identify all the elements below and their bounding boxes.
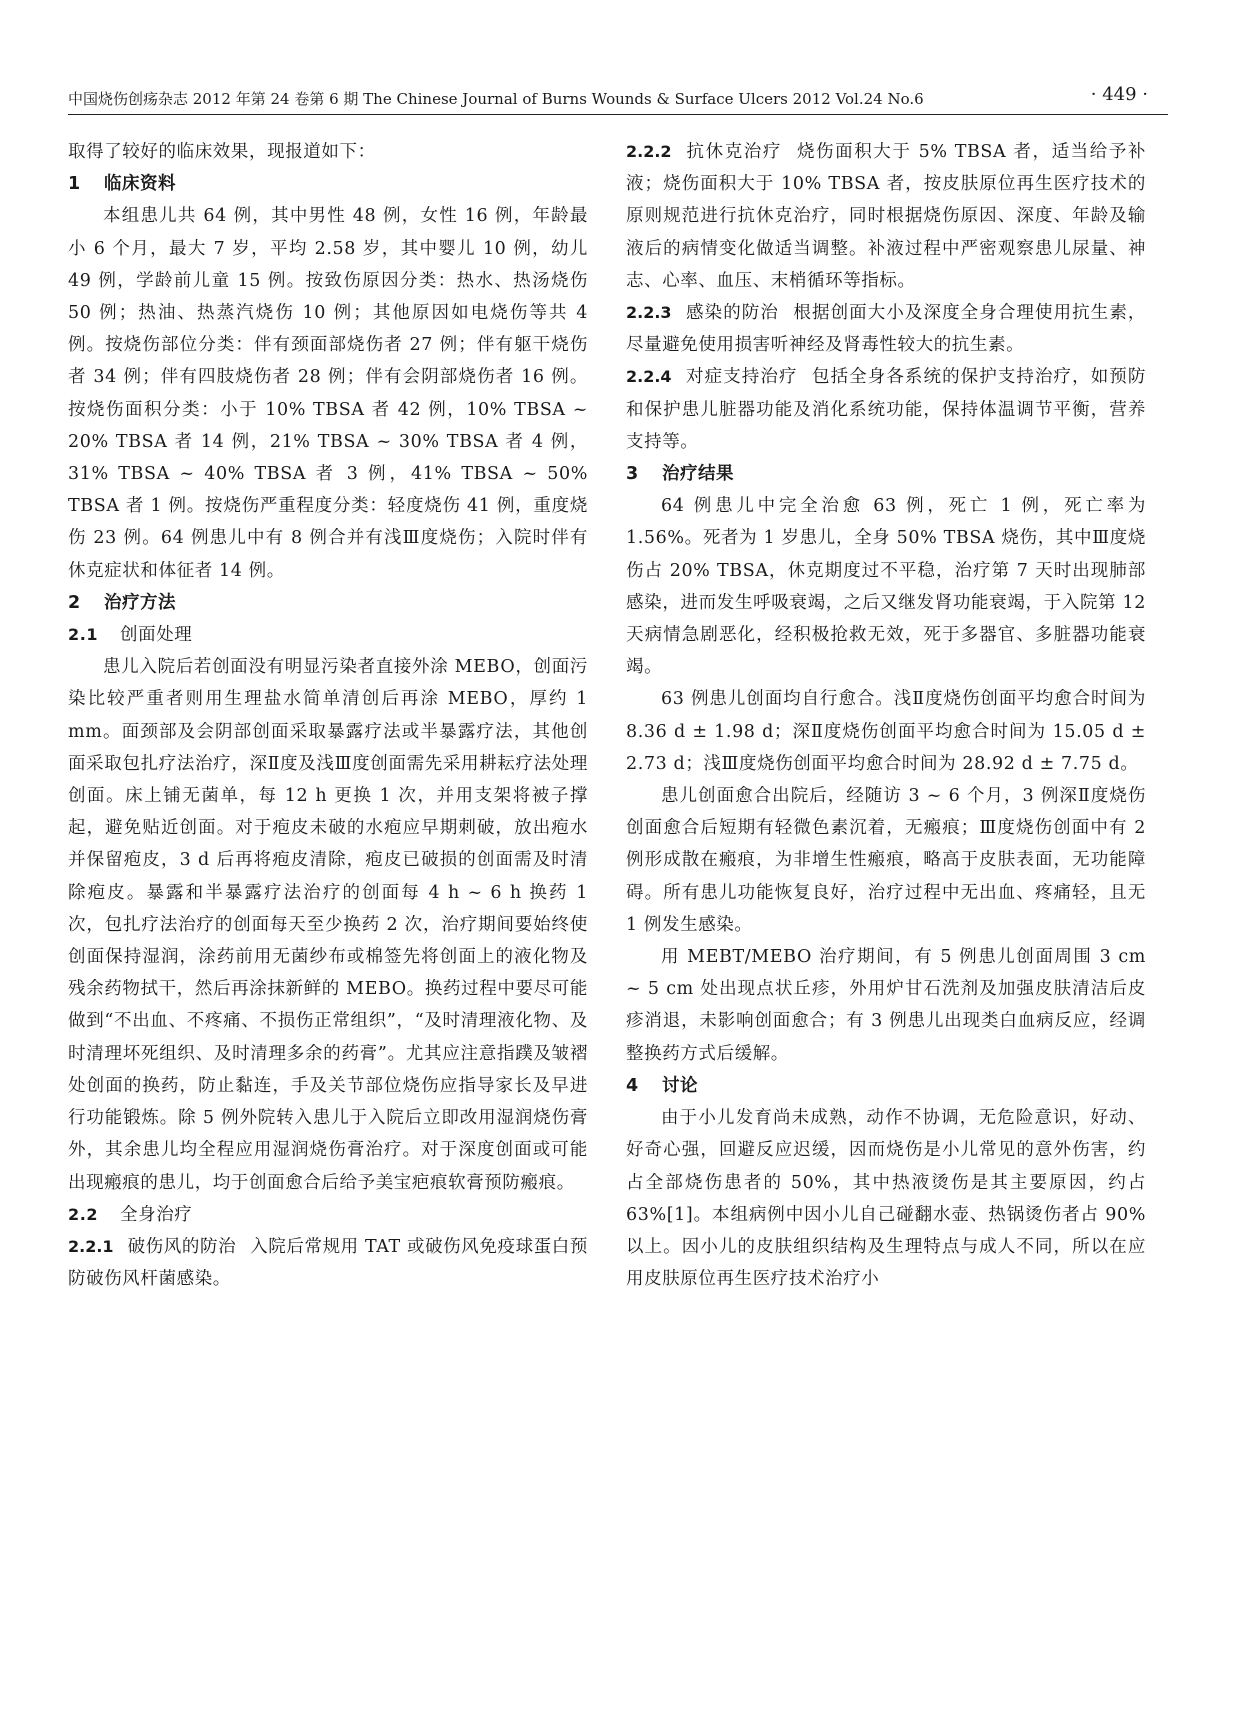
subsection-number: 2.2: [68, 1204, 99, 1224]
section-1-heading: [68, 168, 588, 200]
subsection-2-2-2: [626, 136, 1146, 297]
section-3-paragraph-1: 64 例患儿中完全治愈 63 例，死亡 1 例，死亡率为 1.56%。死者为 1 岁患儿，全身 50% TBSA 烧伤，其中Ⅲ度烧伤占 20% TBSA，休克期度过不平稳，治疗第 7 天时出现肺部感染，进而发生呼吸衰竭，之后又继发肾功能衰竭，于入院第 12 天病情急剧恶化，经积极抢救无效，死于多器官、多脏器功能衰竭。: [626, 496, 1146, 678]
section-3-heading: [626, 458, 1146, 490]
subsection-title: 抗休克治疗: [685, 142, 782, 162]
subsection-title: 破伤风的防治: [127, 1236, 237, 1257]
right-column: [626, 136, 1146, 1295]
subsection-number: 2.1: [68, 625, 99, 645]
subsection-2-1-paragraph: 患儿入院后若创面没有明显污染者直接外涂 MEBO，创面污染比较严重者则用生理盐水简单清创后再涂 MEBO，厚约 1 mm。面颈部及会阴部创面采取暴露疗法或半暴露疗法，其他创面采取包扎疗法治疗，深Ⅱ度及浅Ⅲ度创面需先采用耕耘疗法处理创面。床上铺无菌单，每 12 h 更换 1 次，并用支架将被子撑起，避免贴近创面。对于疱皮未破的水疱应早期刺破，放出疱水并保留疱皮，3 d 后再将疱皮清除，疱皮已破损的创面需及时清除疱皮。暴露和半暴露疗法治疗的创面每 4 h ~ 6 h 换药 1 次，包扎疗法治疗的创面每天至少换药 2 次，治疗期间要始终使创面保持湿润，涂药前用无菌纱布或棉签先将创面上的液化物及残余药物拭干，然后再涂抹新鲜的 MEBO。换药过程中要尽可能做到“不出血、不疼痛、不损伤正常组织”，“及时清理液化物、及时清理坏死组织、及时清理多余的药膏”。尤其应注意指蹼及皱褶处创面的换药，防止黏连，手及关节部位烧伤应指导家长及早进行功能锻炼。除 5 例外院转入患儿于入院后立即改用湿润烧伤膏外，其余患儿均全程应用湿润烧伤膏治疗。对于深度创面或可能出现瘢痕的患儿，均于创面愈合后给予美宝疤痕软膏预防瘢痕。: [68, 657, 588, 1193]
subsection-number: 2.2.1: [68, 1236, 114, 1256]
section-4-paragraph: 由于小儿发育尚未成熟，动作不协调，无危险意识，好动、好奇心强，回避反应迟缓，因而烧伤是小儿常见的意外伤害，约占全部烧伤患者的 50%，其中热液烫伤是其主要原因，约占 63%[1]。本组病例中因小儿自己碰翻水壶、热锅烫伤者占 90% 以上。因小儿的皮肤组织结构及生理特点与成人不同，所以在应用皮肤原位再生医疗技术治疗小: [626, 1108, 1146, 1290]
subsection-title: 全身治疗: [120, 1204, 193, 1225]
section-number: 3: [626, 464, 639, 485]
section-title: 讨论: [662, 1075, 698, 1096]
section-3-paragraph-2: 63 例患儿创面均自行愈合。浅Ⅱ度烧伤创面平均愈合时间为 8.36 d ± 1.98 d；深Ⅱ度烧伤创面平均愈合时间为 15.05 d ± 2.73 d；浅Ⅲ度烧伤创面平均愈合时间为 28.92 d ± 7.75 d。: [626, 689, 1146, 774]
left-column: [68, 136, 588, 1295]
running-header: [68, 84, 1168, 115]
subsection-2-1-heading: [68, 619, 588, 651]
section-3-paragraph-4: 用 MEBT/MEBO 治疗期间，有 5 例患儿创面周围 3 cm ~ 5 cm 处出现点状丘疹，外用炉甘石洗剂及加强皮肤清洁后皮疹消退，未影响创面愈合；有 3 例患儿出现类白血病反应，经调整换药方式后缓解。: [626, 947, 1146, 1064]
section-title: 治疗结果: [662, 464, 734, 485]
subsection-title: 对症支持治疗: [685, 367, 798, 388]
subsection-2-2-heading: [68, 1199, 588, 1231]
subsection-2-2-4: [626, 361, 1146, 458]
section-2-heading: [68, 587, 588, 619]
section-number: 4: [626, 1075, 639, 1096]
intro-text: 取得了较好的临床效果，现报道如下：: [68, 142, 376, 162]
subsection-text: 烧伤面积大于 5% TBSA 者，适当给予补液；烧伤面积大于 10% TBSA 者，按皮肤原位再生医疗技术的原则规范进行抗休克治疗，同时根据烧伤原因、深度、年龄及输液后的病情变化做适当调整。补液过程中严密观察患儿尿量、神志、心率、血压、末梢循环等指标。: [626, 142, 1147, 291]
subsection-title: 感染的防治: [685, 303, 779, 324]
subsection-number: 2.2.2: [626, 142, 672, 161]
section-number: 2: [68, 592, 81, 613]
journal-citation: 中国烧伤创疡杂志 2012 年第 24 卷第 6 期 The Chinese Journal of Burns Wounds & Surface Ulcers 2012 Vol.24 No.6: [68, 90, 924, 108]
subsection-text: 入院后常规用 TAT 或破伤风免疫球蛋白预防破伤风杆菌感染。: [68, 1236, 588, 1290]
subsection-text: 包括全身各系统的保护支持治疗，如预防和保护患儿脏器功能及消化系统功能，保持体温调节平衡，营养支持等。: [626, 367, 1146, 452]
subsection-text: 根据创面大小及深度全身合理使用抗生素，尽量避免使用损害听神经及肾毒性较大的抗生素。: [626, 303, 1146, 356]
subsection-number: 2.2.3: [626, 303, 672, 323]
subsection-title: 创面处理: [120, 625, 193, 646]
section-title: 临床资料: [104, 174, 176, 195]
section-3-paragraph-3: 患儿创面愈合出院后，经随访 3 ~ 6 个月，3 例深Ⅱ度烧伤创面愈合后短期有轻微色素沉着，无瘢痕；Ⅲ度烧伤创面中有 2 例形成散在瘢痕，为非增生性瘢痕，略高于皮肤表面，无功能障碍。所有患儿功能恢复良好，治疗过程中无出血、疼痛轻，且无 1 例发生感染。: [626, 786, 1146, 935]
page-number: · 449 ·: [1090, 84, 1148, 105]
subsection-number: 2.2.4: [626, 367, 672, 387]
section-4-heading: [626, 1070, 1146, 1102]
subsection-2-2-1: [68, 1231, 588, 1295]
section-title: 治疗方法: [104, 592, 176, 613]
section-1-paragraph: 本组患儿共 64 例，其中男性 48 例，女性 16 例，年龄最小 6 个月，最大 7 岁，平均 2.58 岁，其中婴儿 10 例，幼儿 49 例，学龄前儿童 15 例。按致伤原因分类：热水、热汤烧伤 50 例；热油、热蒸汽烧伤 10 例；其他原因如电烧伤等共 4 例。按烧伤部位分类：伴有颈面部烧伤者 27 例；伴有躯干烧伤者 34 例；伴有四肢烧伤者 28 例；伴有会阴部烧伤者 16 例。按烧伤面积分类：小于 10% TBSA 者 42 例，10% TBSA ~ 20% TBSA 者 14 例，21% TBSA ~ 30% TBSA 者 4 例，31% TBSA ~ 40% TBSA 者 3 例，41% TBSA ~ 50% TBSA 者 1 例。按烧伤严重程度分类：轻度烧伤 41 例，重度烧伤 23 例。64 例患儿中有 8 例合并有浅Ⅲ度烧伤；入院时伴有休克症状和体征者 14 例。: [68, 206, 588, 581]
section-number: 1: [68, 174, 81, 195]
subsection-2-2-3: [626, 297, 1146, 361]
